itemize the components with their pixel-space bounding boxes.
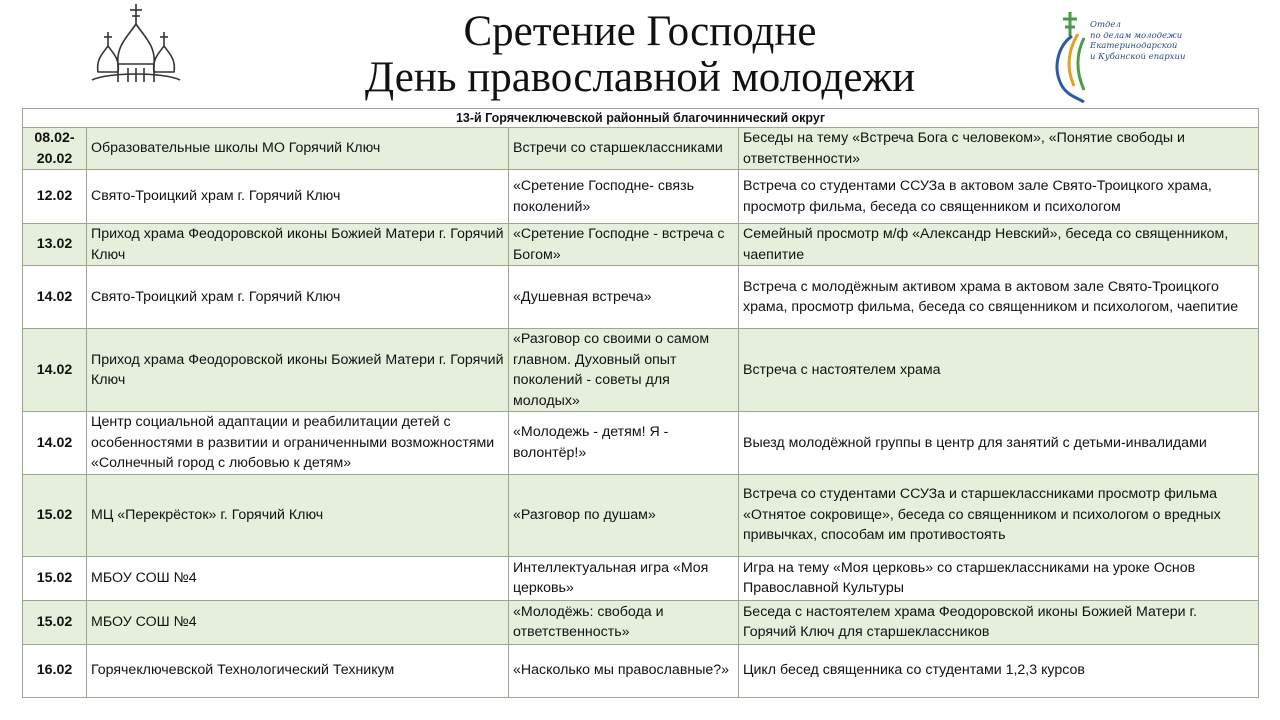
district-header: 13-й Горячеключевской районный благочиннический округ [23,109,1259,128]
table-row [23,600,1259,644]
date-cell: 16.02 [23,644,87,697]
date-cell: 14.02 [23,329,87,412]
table-row [23,128,1259,170]
event-cell: «Сретение Господне - встреча с Богом» [509,224,739,266]
table-row [23,266,1259,329]
description-cell: Встреча со студентами ССУЗа и старшеклассниками просмотр фильма «Отнятое сокровище», беседа со священником и психологом о вредных привычках, способам им противостоять [739,474,1259,556]
table-row [23,556,1259,600]
date-cell: 12.02 [23,170,87,224]
event-cell: «Сретение Господне- связь поколений» [509,170,739,224]
date-cell: 15.02 [23,556,87,600]
date-cell: 15.02 [23,474,87,556]
event-cell: «Разговор по душам» [509,474,739,556]
place-cell: Свято-Троицкий храм г. Горячий Ключ [87,170,509,224]
description-cell: Беседа с настоятелем храма Феодоровской иконы Божией Матери г. Горячий Ключ для старшеклассников [739,600,1259,644]
event-cell: «Молодёжь: свобода и ответственность» [509,600,739,644]
date-cell: 14.02 [23,412,87,475]
table-row [23,412,1259,475]
table-row [23,170,1259,224]
emblem-caption-line: Отдел [1090,20,1121,30]
table-row [23,329,1259,412]
place-cell: МБОУ СОШ №4 [87,556,509,600]
church-domes-logo [88,2,184,102]
place-cell: МЦ «Перекрёсток» г. Горячий Ключ [87,474,509,556]
emblem-caption-line: по делам молодежи [1090,30,1183,41]
description-cell: Семейный просмотр м/ф «Александр Невский», беседа со священником, чаепитие [739,224,1259,266]
event-cell: «Душевная встреча» [509,266,739,329]
table-row [23,474,1259,556]
page-title: Сретение Господне [463,8,817,55]
date-cell: 13.02 [23,224,87,266]
event-cell: Встречи со старшеклассниками [509,128,739,170]
description-cell: Встреча с молодёжным активом храма в актовом зале Свято-Троицкого храма, просмотр фильма, беседа со священником и психологом, чаепитие [739,266,1259,329]
page-subtitle: День православной молодежи [364,54,916,101]
place-cell: Образовательные школы МО Горячий Ключ [87,128,509,170]
place-cell: Горячеключевской Технологический Техникум [87,644,509,697]
emblem-caption-line: Екатеринодарской [1090,41,1178,51]
event-cell: «Молодежь - детям! Я - волонтёр!» [509,412,739,475]
date-cell: 14.02 [23,266,87,329]
event-cell: «Разговор со своими о самом главном. Духовный опыт поколений - советы для молодых» [509,329,739,412]
place-cell: Приход храма Феодоровской иконы Божией Матери г. Горячий Ключ [87,224,509,266]
place-cell: Приход храма Феодоровской иконы Божией Матери г. Горячий Ключ [87,329,509,412]
table-row [23,644,1259,697]
place-cell: Центр социальной адаптации и реабилитации детей с особенностями в развитии и ограниченными возможностями «Солнечный город с любовью к детям» [87,412,509,475]
emblem-caption [1090,20,1210,62]
table-row [23,224,1259,266]
description-cell: Выезд молодёжной группы в центр для занятий с детьми-инвалидами [739,412,1259,475]
place-cell: МБОУ СОШ №4 [87,600,509,644]
place-cell: Свято-Троицкий храм г. Горячий Ключ [87,266,509,329]
date-cell: 15.02 [23,600,87,644]
description-cell: Беседы на тему «Встреча Бога с человеком», «Понятие свободы и ответственности» [739,128,1259,170]
description-cell: Игра на тему «Моя церковь» со старшеклассниками на уроке Основ Православной Культуры [739,556,1259,600]
description-cell: Встреча с настоятелем храма [739,329,1259,412]
event-cell: «Насколько мы православные?» [509,644,739,697]
emblem-caption-line: и Кубанской епархии [1090,51,1186,62]
date-cell: 08.02-20.02 [23,128,87,170]
description-cell: Цикл бесед священника со студентами 1,2,3 курсов [739,644,1259,697]
events-table [22,108,1259,698]
description-cell: Встреча со студентами ССУЗа в актовом зале Свято-Троицкого храма, просмотр фильма, беседа со священником и психологом [739,170,1259,224]
table-header-row [23,109,1259,128]
event-cell: Интеллектуальная игра «Моя церковь» [509,556,739,600]
